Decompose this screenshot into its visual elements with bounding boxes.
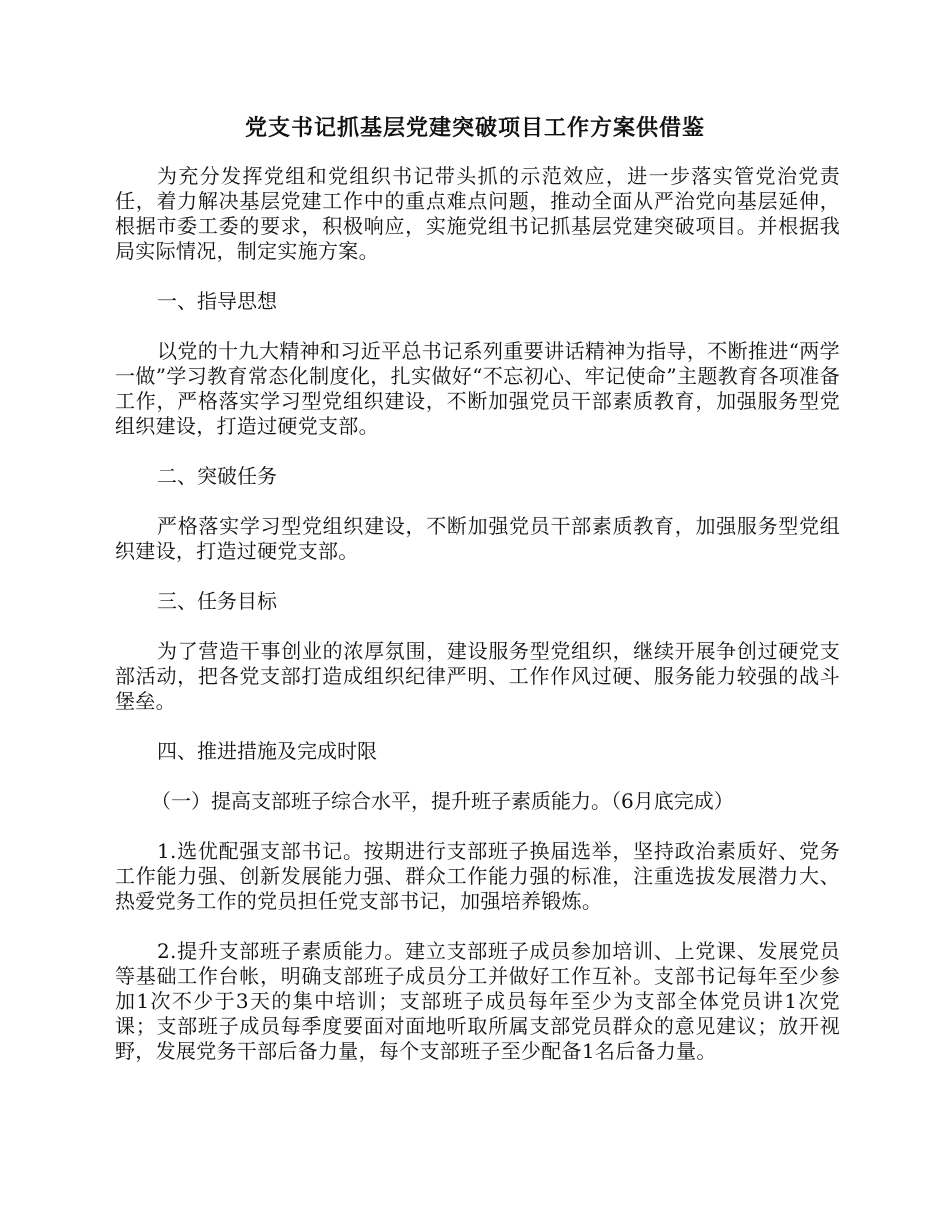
subsection-item-1: 1.选优配强支部书记。按期进行支部班子换届选举，坚持政治素质好、党务工作能力强、创新发展能力强、群众工作能力强的标准，注重选拔发展潜力大、热爱党务工作的党员担任党支部书记，加强培养锻炼。 <box>115 839 840 913</box>
section-text-task-goal: 为了营造干事创业的浓厚氛围，建设服务型党组织，继续开展争创过硬党支部活动，把各党支部打造成组织纪律严明、工作作风过硬、服务能力较强的战斗堡垒。 <box>115 639 840 713</box>
subsection-item-2: 2.提升支部班子素质能力。建立支部班子成员参加培训、上党课、发展党员等基础工作台帐，明确支部班子成员分工并做好工作互补。支部书记每年至少参加1次不少于3天的集中培训；支部班子成员每年至少为支部全体党员讲1次党课；支部班子成员每季度要面对面地听取所属支部党员群众的意见建议；放开视野，发展党务干部后备力量，每个支部班子至少配备1名后备力量。 <box>115 939 840 1063</box>
section-text-breakthrough-task: 严格落实学习型党组织建设，不断加强党员干部素质教育，加强服务型党组织建设，打造过硬党支部。 <box>115 514 840 563</box>
document-body <box>115 164 840 1089</box>
intro-paragraph: 为充分发挥党组和党组织书记带头抓的示范效应，进一步落实管党治党责任，着力解决基层党建工作中的重点难点问题，推动全面从严治党向基层延伸，根据市委工委的要求，积极响应，实施党组书记抓基层党建突破项目。并根据我局实际情况，制定实施方案。 <box>115 164 840 263</box>
subsection-heading: （一）提高支部班子综合水平，提升班子素质能力。（6月底完成） <box>151 789 734 813</box>
document-title: 党支书记抓基层党建突破项目工作方案供借鉴 <box>244 115 705 141</box>
section-heading-measures: 四、推进措施及完成时限 <box>157 739 377 763</box>
section-heading-task-goal: 三、任务目标 <box>157 589 277 613</box>
section-heading-breakthrough-task: 二、突破任务 <box>157 464 277 488</box>
section-text-guiding-ideology: 以党的十九大精神和习近平总书记系列重要讲话精神为指导，不断推进“两学一做”学习教育常态化制度化，扎实做好“不忘初心、牢记使命”主题教育各项准备工作，严格落实学习型党组织建设，不断加强党员干部素质教育，加强服务型党组织建设，打造过硬党支部。 <box>115 339 840 438</box>
section-heading-guiding-ideology: 一、指导思想 <box>157 289 277 313</box>
